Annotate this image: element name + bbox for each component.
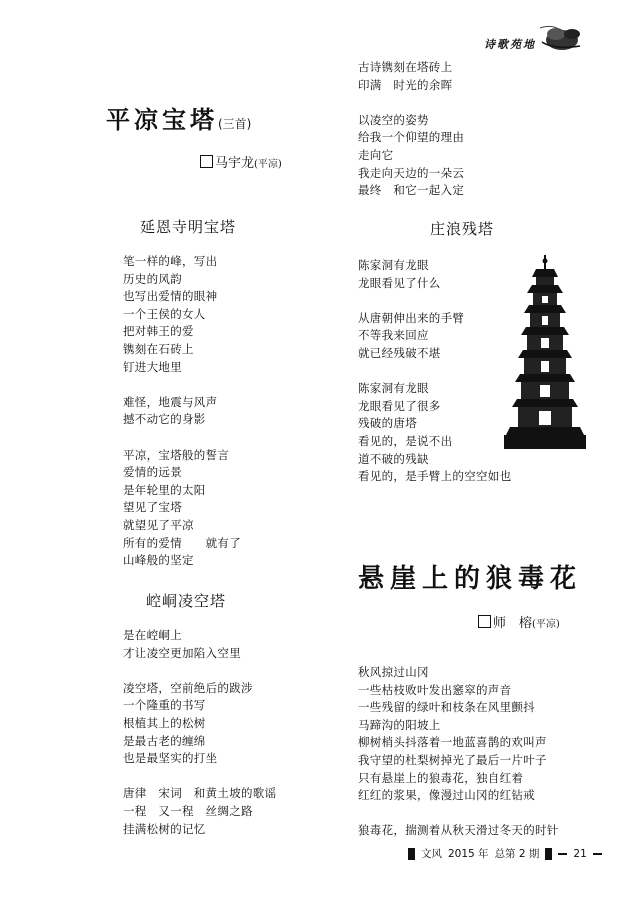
poem-line: 才让凌空更加陷入空里 [123,645,241,660]
footer-dash-icon [558,853,567,855]
poem-line: 马蹄沟的阳坡上 [358,717,441,732]
poem-line: 唐律 宋词 和黄土坡的歌谣 [123,786,277,801]
poem-line: 印满 时光的余晖 [358,77,453,92]
poem-line: 是最古老的缠绵 [123,733,206,748]
poem-line: 望见了宝塔 [123,500,182,515]
poem-line: 凌空塔，空前绝后的跋涉 [123,680,253,695]
poem-group-author: 马宇龙(平凉) [200,152,282,171]
poem-line: 一个隆重的书写 [123,698,206,713]
poem-line: 只有悬崖上的狼毒花，独自红着 [358,770,524,785]
poem-line: 看见的，是手臂上的空空如也 [358,469,512,484]
poem-line: 笔一样的峰，写出 [123,254,218,268]
poem-line: 镌刻在石砖上 [123,342,194,356]
poem-line: 历史的风韵 [123,271,182,286]
poem-line: 道不破的残缺 [358,451,429,466]
poem-line: 我走向天边的一朵云 [358,165,465,180]
poem-title-kongtong: 崆峒凌空塔 [146,592,227,610]
poem-line: 给我一个仰望的理由 [358,130,465,145]
poem-line: 龙眼看见了什么 [358,275,441,290]
poem-line: 柳树梢头抖落着一地蓝喜鹊的欢叫声 [358,735,547,750]
poem-line: 钉进大地里 [123,359,182,374]
poem-line: 平凉，宝塔般的誓言 [123,447,230,462]
poem-line: 难怪，地震与风声 [123,394,218,409]
poem-line: 也写出爱情的眼神 [123,289,218,304]
poem-line: 是在崆峒上 [123,628,182,642]
footer-issue: 总第 2 期 [494,848,540,860]
poem-line: 狼毒花，揣测着从秋天滑过冬天的时针 [358,823,559,838]
pagoda-illustration [502,255,588,451]
poem-line: 一个王侯的女人 [123,306,206,321]
footer-page-number: 21 [573,847,587,860]
poem-line: 就已经残破不堪 [358,346,441,360]
footer-magazine: 文风 [421,848,442,860]
poem-line: 就望见了平凉 [123,518,194,532]
poem-line: 古诗镌刻在塔砖上 [358,60,453,74]
poem-title-zhuanglang: 庄浪残塔 [430,220,495,238]
poem-line: 红红的浆果，像漫过山冈的红钻戒 [358,788,535,803]
poem-title-yanen: 延恩寺明宝塔 [140,218,237,236]
poem-line: 陈家洞有龙眼 [358,381,429,396]
poem-line: 挂满松树的记忆 [123,821,206,836]
poem-line: 从唐朝伸出来的手臂 [358,310,465,325]
footer-bar-icon [545,848,552,860]
poem-line: 残破的唐塔 [358,416,417,431]
poem-line: 爱情的远景 [123,465,182,480]
poem-line: 龙眼看见了很多 [358,398,441,413]
poem-line: 一程 又一程 丝绸之路 [123,804,253,818]
poem-line: 根植其上的松树 [123,716,206,730]
poem-line: 以凌空的姿势 [358,112,429,127]
poem-line: 不等我来回应 [358,328,429,343]
poem-title-langduhua: 悬崖上的狼毒花 [358,564,583,594]
poem-line: 撼不动它的身影 [123,412,206,427]
footer-year: 2015 年 [448,848,489,860]
ink-flower-icon [532,20,586,54]
poem-line: 也是最坚实的打坐 [123,751,218,766]
page-footer [408,846,602,861]
square-marker-icon [200,155,213,168]
square-marker-icon [478,615,491,628]
poem-line: 陈家洞有龙眼 [358,258,429,272]
poem-line: 把对韩王的爱 [123,324,194,339]
poem-line: 最终 和它一起入定 [358,183,465,198]
poem-line: 一些残留的绿叶和枝条在风里颤抖 [358,700,535,715]
footer-dash-icon [593,853,602,855]
poem-line: 走向它 [358,148,394,162]
poem-author-langduhua: 师 榕(平凉) [478,612,560,631]
footer-bar-icon [408,848,415,860]
poem-line: 秋风掠过山冈 [358,665,429,679]
poem-line: 所有的爱情 就有了 [123,535,241,550]
poem-line: 看见的，是说不出 [358,434,453,448]
poem-line: 山峰般的坚定 [123,553,194,568]
poem-line: 是年轮里的太阳 [123,482,206,497]
poem-line: 我守望的杜梨树掉光了最后一片叶子 [358,753,547,767]
poem-group-title: 平凉宝塔(三首) [106,106,252,134]
section-tag: 诗歌苑地 [484,38,536,51]
poem-line: 一些枯枝败叶发出窸窣的声音 [358,682,512,697]
